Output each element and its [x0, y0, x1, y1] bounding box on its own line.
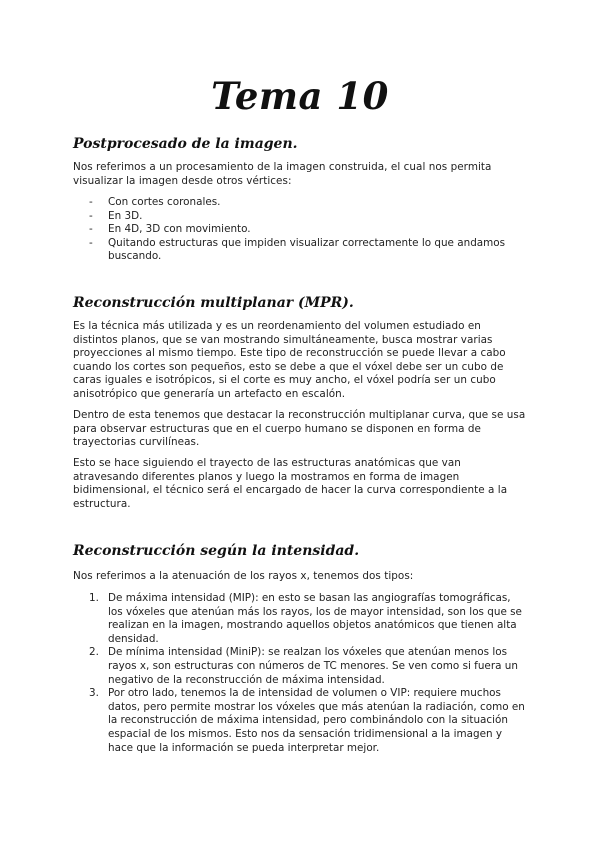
list-item-number: 3. — [89, 687, 99, 700]
list-item-number: 1. — [89, 592, 99, 604]
list-item: - En 4D, 3D con movimiento. — [73, 223, 528, 237]
intensidad-list — [73, 592, 528, 755]
list-item-text: De mínima intensidad (MiniP): se realzan los vóxeles que atenúan menos los rayos x, son estructuras con números de TC menores. Se ven como si fuera un negativo de la reconstrucción de máxima intensidad. — [108, 646, 518, 686]
list-item-text: Por otro lado, tenemos la de intensidad de volumen o VIP: requiere muchos datos, pero permite mostrar los vóxeles que más atenúan la radiación, como en la reconstrucción de máxima intensidad, pero combinándolo con la situación espacial de los mismos. Esto nos da sensación tridimensional a la imagen y hace que la información se pueda interpretar mejor. — [108, 687, 525, 754]
list-item-text: De máxima intensidad (MIP): en esto se basan las angiografías tomográficas, los vóxeles que atenúan más los rayos, los de mayor intensidad, son los que se realizan en la imagen, mostrando aquellos objetos anatómicos que tienen alta densidad. — [108, 592, 522, 645]
mpr-paragraph: Esto se hace siguiendo el trayecto de las estructuras anatómicas que van atravesando diferentes planos y luego la mostramos en forma de imagen bidimensional, el técnico será el encargado de hacer la curva correspondiente a la estructura. — [73, 457, 508, 510]
list-item: - Con cortes coronales. — [73, 196, 528, 210]
list-item: - Quitando estructuras que impiden visualizar correctamente lo que andamos buscando. — [73, 237, 528, 264]
mpr-paragraph: Es la técnica más utilizada y es un reordenamiento del volumen estudiado en distintos planos, que se van mostrando simultáneamente, busca mostrar varias proyecciones al mismo tiempo. Este tipo de reconstrucción se puede llevar a cabo cuando los cortes son pequeños, esto se debe a que el vóxel debe ser un cubo de caras iguales e isotrópicos, si el corte es muy ancho, el vóxel podría ser un cubo anisotrópico que generaría un artefacto en escalón. — [73, 320, 506, 400]
section-intro-intensidad: Nos referimos a la atenuación de los rayos x, tenemos dos tipos: — [73, 570, 414, 582]
section-heading-intensidad: Reconstrucción según la intensidad. — [73, 543, 360, 559]
page-title: Tema 10 — [211, 74, 389, 118]
list-item — [73, 646, 528, 687]
section-intro-postprocesado: Nos referimos a un procesamiento de la imagen construida, el cual nos permita visualizar la imagen desde otros vértices: — [73, 161, 492, 187]
list-item — [73, 592, 528, 646]
section-heading-mpr: Reconstrucción multiplanar (MPR). — [73, 295, 354, 311]
list-item-number: 2. — [89, 646, 99, 659]
list-item: - En 3D. — [73, 210, 528, 224]
list-item — [73, 687, 528, 755]
mpr-paragraph: Dentro de esta tenemos que destacar la reconstrucción multiplanar curva, que se usa para observar estructuras que en el cuerpo humano se disponen en forma de trayectorias curvilíneas. — [73, 409, 526, 449]
postprocesado-list — [73, 196, 528, 264]
section-heading-postprocesado: Postprocesado de la imagen. — [73, 136, 298, 152]
